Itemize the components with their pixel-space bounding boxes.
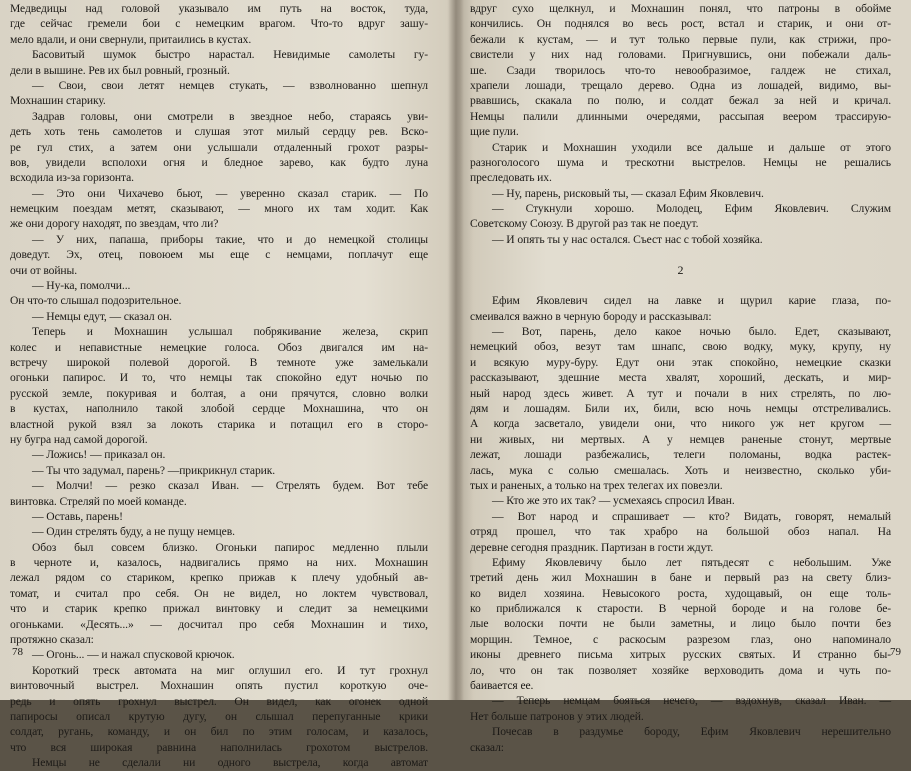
text-line: дям и лошадям. Били их, били, всю ночь немцы отстреливались.	[470, 401, 891, 415]
text-line: деть хоть тень самолетов и слушая этот милый сердцу рев. Вско-	[10, 125, 428, 139]
text-line: в черноте и, казалось, надвигались прямо на них. Мохнашин	[10, 556, 428, 570]
text-line: Нет больше патронов у этих людей.	[470, 709, 644, 723]
text-line: храпели лошади, трещало дерево. Одна из лошадей, видимо, вы-	[470, 78, 891, 92]
text-line: лежал рядом со стариком, крепко прижав к плечу удобный ав-	[10, 571, 428, 585]
text-line: Теперь и Мохнашин услышал побрякивание железа, скрип	[32, 325, 428, 339]
text-line: ше. Сзади творилось что-то невообразимое, галдеж не стихал,	[470, 63, 891, 77]
text-line: Он что-то слышал подозрительное.	[10, 294, 182, 308]
text-line: в кустах, наполнило такой злобой сердце Мохнашина, что он	[10, 402, 428, 416]
text-line: щие пули.	[470, 125, 519, 139]
text-line: — Ну, парень, рисковый ты, — сказал Ефим Яковлевич.	[492, 186, 764, 200]
text-line: бежали к кустам, — и тут только первые пули, как стрижи, про-	[470, 32, 891, 46]
text-line: огоньки папирос. И то, что немцы так спокойно едут ночью по	[10, 371, 428, 385]
text-line: деревне сегодня праздник. Партизан в гости ждут.	[470, 540, 714, 554]
text-line: Старик и Мохнашин уходили все дальше и дальше от этого	[492, 140, 891, 154]
text-line: — Ты что задумал, парень? —прикрикнул старик.	[32, 463, 276, 477]
text-line: разноголосого шума и трескотни выстрелов. Немцы не решались	[470, 155, 891, 169]
text-line: иконы древнего письма хитрых русских святых. И странно бы-	[470, 648, 891, 662]
text-line: третий день жил Мохнашин в бане и первый раз на свету близ-	[470, 571, 891, 585]
text-line: Басовитый шумок быстро нарастал. Невидимые самолеты гу-	[32, 48, 428, 62]
text-line: ре гул стих, а затем они услышали отдаленный грохот разры-	[10, 140, 428, 154]
text-line: Немцы не сделали ни одного выстрела, когда автомат	[32, 756, 428, 770]
text-line: протяжно сказал:	[10, 633, 94, 647]
text-line: колес и непавистные немецкие голоса. Обоз двигался им на-	[10, 340, 428, 354]
text-line: вдруг сухо щелкнул, и Мохнашин понял, что патроны в обойме	[470, 2, 891, 15]
text-line: — Ну-ка, помолчи...	[32, 279, 131, 293]
text-line: ный народ здесь живет. А тут и почали в них стрелять, по лю-	[470, 386, 891, 400]
left-page	[0, 0, 452, 770]
left-page-text	[10, 1, 428, 771]
text-line: редь и опять грохнул выстрел. Он видел, как огонек одной	[10, 694, 428, 708]
text-line: что и старик крепко прижал винтовку и следит за немецкими	[10, 602, 428, 616]
text-line: морщин. Темное, с раскосым разрезом глаз, оно напоминало	[470, 632, 891, 646]
right-page-text	[470, 1, 891, 755]
text-line: всходила из-за горизонта.	[10, 171, 134, 185]
text-line: — Кто же это их так? — усмехаясь спросил Иван.	[492, 494, 735, 508]
text-line: винтовочный выстрел. Мохнашин опять пустил короткую оче-	[10, 679, 428, 693]
text-line: Короткий треск автомата на миг оглушил его. И тут грохнул	[32, 663, 428, 677]
text-line: томат, и считал про себя. Он не видел, но локтем чувствовал,	[10, 586, 428, 600]
text-line: Советскому Союзу. В другой раз так не поедут.	[470, 217, 699, 231]
text-line: дели в вышине. Рев их был ровный, грозный.	[10, 63, 230, 77]
left-page-number: 78	[12, 646, 23, 658]
text-line: — Вот народ и спрашивает — кто? Видать, говорят, немалый	[492, 509, 891, 523]
text-line: Ефим Яковлевич сидел на лавке и щурил карие глаза, по-	[492, 294, 891, 308]
text-line: — Молчи! — резко сказал Иван. — Стрелять будем. Вот тебе	[32, 479, 428, 493]
text-line: смеивался важно в черную бороду и рассказывал:	[470, 309, 712, 323]
text-line: винтовка. Стреляй по моей команде.	[10, 494, 187, 508]
text-line: сказал:	[470, 740, 504, 754]
text-line: — Это они Чихачево бьют, — уверенно сказал старик. — По	[32, 186, 428, 200]
text-line: Почесав в раздумье бороду, Ефим Яковлевич нерешительно	[492, 725, 891, 739]
text-line: лежат, лошади разбежались, телеги поломаны, водка растек-	[470, 448, 891, 462]
text-line: тых и раненых, а только на трех телегах их повезли.	[470, 478, 723, 492]
text-line: властной рукой взял за локоть старика и потащил его в сторо-	[10, 417, 428, 431]
text-line: Мохнашин старику.	[10, 94, 106, 108]
text-line: — Немцы едут, — сказал он.	[32, 309, 172, 323]
right-text-before-chapter	[470, 1, 891, 247]
text-line: А когда засветало, увидели они, что никого уж нет кругом —	[470, 417, 891, 431]
right-page-number: 79	[890, 646, 901, 658]
text-line: очи от войны.	[10, 263, 78, 277]
text-line: немецким поездам метят, сказывают, — много их там ходит. Как	[10, 202, 428, 216]
text-line: баивается ее.	[470, 679, 534, 693]
text-line: Задрав головы, они смотрели в звездное небо, стараясь уви-	[32, 109, 428, 123]
text-line: ни живых, ни мертвых. А у немцев раненые стонут, мертвые	[470, 432, 891, 446]
text-line: — Стукнули хорошо. Молодец, Ефим Яковлевич. Служим	[492, 202, 891, 216]
text-line: свистели у них над головами. Пригнувшись, они побежали даль-	[470, 48, 891, 62]
text-line: отряд прошел, что так храбро на большой обоз напал. На	[470, 525, 891, 539]
text-line: Немцы палили длинными очередями, рассыпая веером трассирую-	[470, 109, 891, 123]
text-line: встречу широкой полевой дорогой. В темноте уже замелькали	[10, 355, 428, 369]
text-line: рассказывают, здешние места хвалят, хороший, дескать, и мир-	[470, 371, 891, 385]
text-line: лые волоски почти не были заметны, и лицо было почти без	[470, 617, 891, 631]
text-line: — Теперь немцам бояться нечего, — вздохнув, сказал Иван. —	[492, 694, 891, 708]
text-line: что вся широкая равнина наполнилась грохотом выстрелов.	[10, 740, 428, 754]
text-line: ло, что он так позволяет хозяйке верховодить дома и чуть по-	[470, 663, 891, 677]
text-line: где сейчас гремели бои с немецким врагом. Что-то вдруг зашу-	[10, 17, 428, 31]
text-line: доведут. Эх, отец, повоюем мы еще с немцами, поплачут еще	[10, 248, 428, 262]
text-line: немецкий обоз, везут там шнапс, свою водку, муку, крупу, ну	[470, 340, 891, 354]
text-line: Обоз был совсем близко. Огоньки папирос медленно плыли	[32, 540, 428, 554]
text-line: преследовать их.	[470, 171, 552, 185]
text-line: — Оставь, парень!	[32, 509, 123, 523]
text-line: — Свои, свои летят немцев стукать, — взволнованно шепнул	[32, 78, 428, 92]
text-line: — Ложись! — приказал он.	[32, 448, 166, 462]
text-line: ну бугра над самой дорогой.	[10, 432, 148, 446]
right-page	[462, 0, 911, 754]
text-line: — Огонь... — и нажал спусковой крючок.	[32, 648, 235, 662]
text-line: — Один стрелять буду, а не пущу немцев.	[32, 525, 235, 539]
text-line: огоньками. «Десять...» — досчитал про себя Мохнашин и тихо,	[10, 617, 428, 631]
text-line: Медведицы над головой указывало им путь на восток, туда,	[10, 2, 428, 15]
chapter-number: 2	[677, 263, 684, 278]
text-line: мело вдали, и они свернули, притаились в кустах.	[10, 32, 252, 46]
text-line: Ефиму Яковлевичу было лет пятьдесят с небольшим. Уже	[492, 555, 891, 569]
text-line: русской земле, покуривая и болтая, а они прячутся, словно волки	[10, 386, 428, 400]
text-line: — И опять ты у нас остался. Съест нас с тобой хозяйка.	[492, 232, 763, 246]
text-line: же они дорогу находят, по звездам, что ли?	[10, 217, 219, 231]
text-line: вов, увидели всполохи огня и бледное зарево, как будто луна	[10, 155, 428, 169]
text-line: лась, мука с солью смешалась. Хоть и неизвестно, сколько уби-	[470, 463, 891, 477]
text-line: папиросы описал крутую дугу, он слышал перепуганные крики	[10, 709, 428, 723]
text-line: и всякую муру-буру. Едут они этак спокойно, немецкие сказки	[470, 355, 891, 369]
text-line: — У них, папаша, приборы такие, что и до немецкой столицы	[32, 232, 428, 246]
text-line: кончились. Он поднялся во весь рост, встал и старик, и они от-	[470, 17, 891, 31]
text-line: рвавшись, скакала по полю, и солдат бежал за ней и кричал.	[470, 94, 891, 108]
text-line: — Вот, парень, дело какое ночью было. Едет, сказывают,	[492, 325, 891, 339]
text-line: солдат, ругань, команду, и он бил по этим голосам, и казалось,	[10, 725, 428, 739]
text-line: ко видел хозяина. Невысокого роста, худощавый, он еще толь-	[470, 586, 891, 600]
right-text-after-chapter	[470, 293, 891, 755]
text-line: ко приближался к старости. В черной бороде и на голове бе-	[470, 602, 891, 616]
